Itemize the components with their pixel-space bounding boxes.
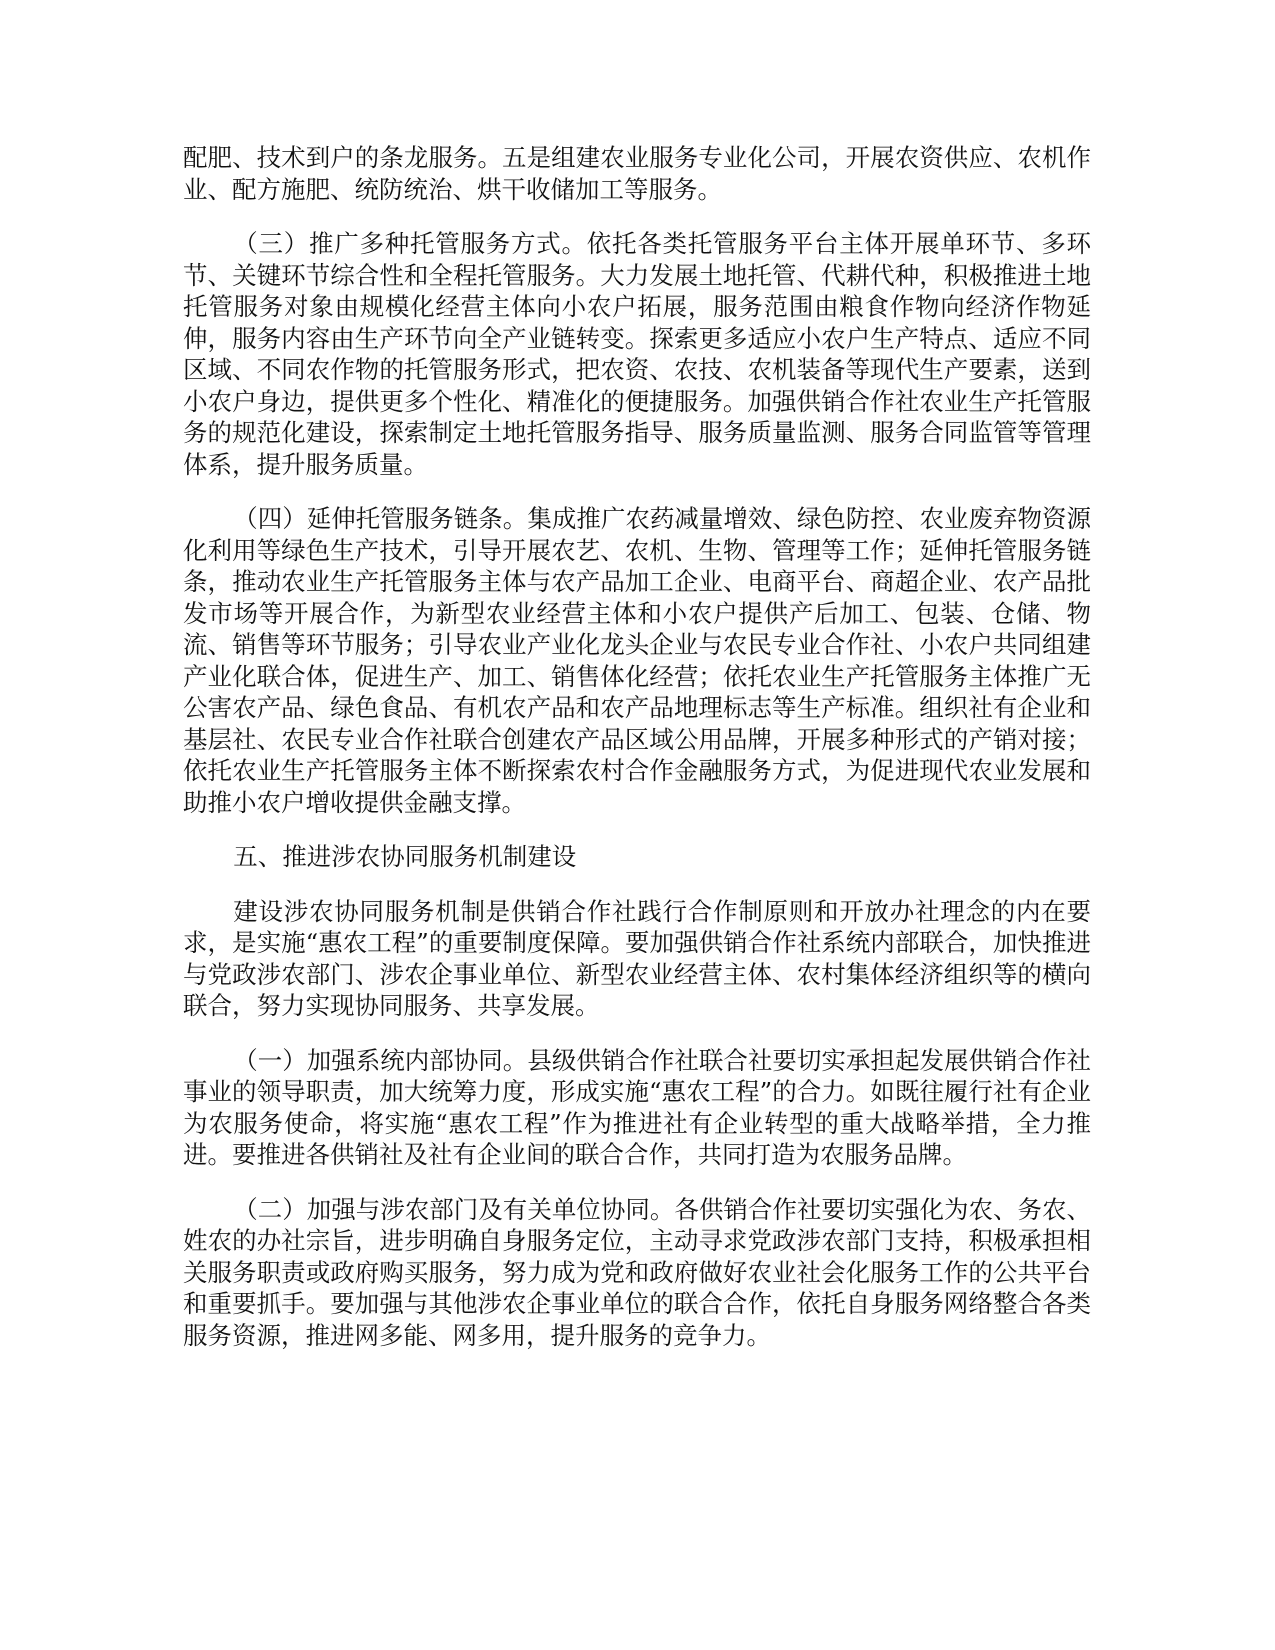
paragraph-subsection-2: （二）加强与涉农部门及有关单位协同。各供销合作社要切实强化为农、务农、姓农的办社宗旨，进步明确自身服务定位，主动寻求党政涉农部门支持，积极承担相关服务职责或政府购买服务，努力成为党和政府做好农业社会化服务工作的公共平台和重要抓手。要加强与其他涉农企事业单位的联合合作，依托自身服务网络整合各类服务资源，推进网多能、网多用，提升服务的竞争力。 [183, 1194, 1091, 1350]
document-body [183, 142, 1091, 1374]
paragraph-section-3: （三）推广多种托管服务方式。依托各类托管服务平台主体开展单环节、多环节、关键环节综合性和全程托管服务。大力发展土地托管、代耕代种，积极推进土地托管服务对象由规模化经营主体向小农户拓展，服务范围由粮食作物向经济作物延伸，服务内容由生产环节向全产业链转变。探索更多适应小农户生产特点、适应不同区域、不同农作物的托管服务形式，把农资、农技、农机装备等现代生产要素，送到小农户身边，提供更多个性化、精准化的便捷服务。加强供销合作社农业生产托管服务的规范化建设，探索制定土地托管服务指导、服务质量监测、服务合同监管等管理体系，提升服务质量。 [183, 229, 1091, 479]
paragraph-continuation: 配肥、技术到户的条龙服务。五是组建农业服务专业化公司，开展农资供应、农机作业、配方施肥、统防统治、烘干收储加工等服务。 [183, 143, 1091, 204]
section-heading-5: 五、推进涉农协同服务机制建设 [233, 842, 577, 871]
paragraph-subsection-1: （一）加强系统内部协同。县级供销合作社联合社要切实承担起发展供销合作社事业的领导职责，加大统筹力度，形成实施“惠农工程”的合力。如既往履行社有企业为农服务使命，将实施“惠农工程”作为推进社有企业转型的重大战略举措，全力推进。要推进各供销社及社有企业间的联合合作，共同打造为农服务品牌。 [183, 1045, 1091, 1169]
paragraph-section-4: （四）延伸托管服务链条。集成推广农药减量增效、绿色防控、农业废弃物资源化利用等绿色生产技术，引导开展农艺、农机、生物、管理等工作；延伸托管服务链条，推动农业生产托管服务主体与农产品加工企业、电商平台、商超企业、农产品批发市场等开展合作，为新型农业经营主体和小农户提供产后加工、包装、仓储、物流、销售等环节服务；引导农业产业化龙头企业与农民专业合作社、小农户共同组建产业化联合体，促进生产、加工、销售体化经营；依托农业生产托管服务主体推广无公害农产品、绿色食品、有机农产品和农产品地理标志等生产标准。组织社有企业和基层社、农民专业合作社联合创建农产品区域公用品牌，开展多种形式的产销对接；依托农业生产托管服务主体不断探索农村合作金融服务方式，为促进现代农业发展和助推小农户增收提供金融支撑。 [183, 504, 1091, 817]
paragraph-intro-5: 建设涉农协同服务机制是供销合作社践行合作制原则和开放办社理念的内在要求，是实施“惠农工程”的重要制度保障。要加强供销合作社系统内部联合，加快推进与党政涉农部门、涉农企事业单位、新型农业经营主体、农村集体经济组织等的横向联合，努力实现协同服务、共享发展。 [183, 896, 1091, 1020]
